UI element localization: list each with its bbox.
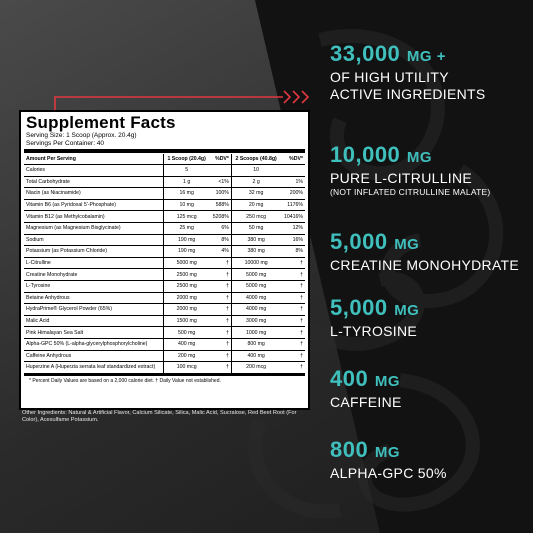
facts-table-body [24, 165, 305, 374]
amount-2-scoops: 200 mcg [231, 362, 280, 374]
table-row [24, 246, 305, 258]
amount-1-scoop: 200 mg [164, 350, 210, 362]
stat-amount-number: 800 [330, 437, 369, 462]
amount-2-scoops: 400 mg [231, 350, 280, 362]
amount-2-scoops: 1000 mg [231, 327, 280, 339]
nutrient-name: Malic Acid [24, 315, 164, 327]
nutrient-name: HydraPrime® Glycerol Powder (65%) [24, 304, 164, 316]
amount-2-scoops: 50 mg [231, 222, 280, 234]
stat-amount-unit: MG [374, 373, 401, 390]
stat-block [330, 143, 490, 197]
stat-description-secondary: (NOT INFLATED CITRULLINE MALATE) [330, 187, 491, 197]
daily-value-footnote: * Percent Daily Values are based on a 2,000 calorie diet. † Daily Value not established. [24, 374, 305, 384]
dv-2-scoops: 12% [280, 222, 305, 234]
dv-2-scoops: † [280, 315, 305, 327]
table-row [24, 315, 305, 327]
table-row [24, 292, 305, 304]
stat-amount-unit: MG + [406, 48, 447, 65]
nutrient-name: Pink Himalayan Sea Salt [24, 327, 164, 339]
stat-amount-unit: MG [394, 236, 420, 253]
dv-1-scoop: <1% [209, 176, 231, 188]
other-ingredients: Other Ingredients: Natural & Artificial Flavor, Calcium Silicate, Silica, Malic Acid, Sucralose, Red Beet Root (For Color), Acesulfame Potassium. [22, 410, 297, 423]
amount-2-scoops: 250 mcg [231, 211, 280, 223]
dv-1-scoop [209, 165, 231, 177]
dv-2-scoops: 10416% [280, 211, 305, 223]
amount-1-scoop: 400 mg [164, 338, 210, 350]
table-row [24, 199, 305, 211]
nutrient-name: Niacin (as Niacinamide) [24, 188, 164, 200]
dv-1-scoop: † [209, 304, 231, 316]
header-1-scoop: 1 Scoop (20.4g) [164, 154, 210, 165]
stat-block [330, 438, 447, 482]
dv-1-scoop: † [209, 338, 231, 350]
stat-amount [330, 230, 519, 257]
nutrient-name: Huperzine A (Huperzia serrata leaf standardized extract) [24, 362, 164, 374]
dv-2-scoops: † [280, 327, 305, 339]
nutrient-name: Vitamin B12 (as Methylcobalamin) [24, 211, 164, 223]
amount-1-scoop: 500 mg [164, 327, 210, 339]
dv-1-scoop: † [209, 315, 231, 327]
amount-1-scoop: 100 mcg [164, 362, 210, 374]
stat-amount-number: 10,000 [330, 142, 401, 167]
amount-2-scoops: 380 mg [231, 234, 280, 246]
amount-1-scoop: 125 mcg [164, 211, 210, 223]
nutrient-name: Betaine Anhydrous [24, 292, 164, 304]
amount-1-scoop: 190 mg [164, 246, 210, 258]
stat-amount [330, 367, 402, 394]
dv-2-scoops: † [280, 280, 305, 292]
dv-2-scoops: † [280, 269, 305, 281]
table-row [24, 176, 305, 188]
nutrient-name: Potassium (as Potassium Chloride) [24, 246, 164, 258]
stat-amount-number: 400 [330, 366, 369, 391]
amount-1-scoop: 190 mg [164, 234, 210, 246]
table-row [24, 165, 305, 177]
nutrient-name: Magnesium (as Magnesium Bisglycinate) [24, 222, 164, 234]
stat-description: PURE L-CITRULLINE [330, 170, 473, 186]
stat-description: OF HIGH UTILITY [330, 69, 449, 85]
table-row [24, 327, 305, 339]
stat-amount [330, 296, 419, 323]
amount-1-scoop: 2000 mg [164, 292, 210, 304]
amount-2-scoops: 5000 mg [231, 269, 280, 281]
amount-1-scoop: 16 mg [164, 188, 210, 200]
amount-2-scoops: 4000 mg [231, 292, 280, 304]
dv-1-scoop: 100% [209, 188, 231, 200]
amount-2-scoops: 380 mg [231, 246, 280, 258]
dv-1-scoop: † [209, 350, 231, 362]
dv-2-scoops: 8% [280, 246, 305, 258]
amount-1-scoop: 10 mg [164, 199, 210, 211]
amount-2-scoops: 3000 mg [231, 315, 280, 327]
amount-2-scoops: 32 mg [231, 188, 280, 200]
stat-block [330, 230, 519, 274]
table-row [24, 350, 305, 362]
header-dv-1: %DV* [209, 154, 231, 165]
table-row [24, 257, 305, 269]
dv-1-scoop: † [209, 327, 231, 339]
stat-description-secondary: ACTIVE INGREDIENTS [330, 86, 486, 102]
stat-amount-number: 5,000 [330, 229, 388, 254]
nutrient-name: Total Carbohydrate [24, 176, 164, 188]
dv-2-scoops: 1176% [280, 199, 305, 211]
amount-2-scoops: 10000 mg [231, 257, 280, 269]
nutrient-name: Creatine Monohydrate [24, 269, 164, 281]
dv-1-scoop: † [209, 362, 231, 374]
amount-2-scoops: 2 g [231, 176, 280, 188]
stat-description: L-TYROSINE [330, 323, 418, 339]
table-row [24, 304, 305, 316]
dv-1-scoop: † [209, 269, 231, 281]
dv-2-scoops: † [280, 257, 305, 269]
header-2-scoops: 2 Scoops (40.8g) [231, 154, 280, 165]
dv-1-scoop: 6% [209, 222, 231, 234]
stat-amount [330, 143, 490, 170]
amount-1-scoop: 2000 mg [164, 304, 210, 316]
table-row [24, 234, 305, 246]
amount-1-scoop: 25 mg [164, 222, 210, 234]
dv-2-scoops: † [280, 304, 305, 316]
stat-amount-unit: MG [406, 149, 433, 166]
amount-2-scoops: 5000 mg [231, 280, 280, 292]
dv-1-scoop: † [209, 292, 231, 304]
stat-amount-number: 5,000 [330, 295, 388, 320]
stat-amount [330, 438, 447, 465]
facts-table [24, 154, 305, 374]
supplement-facts-panel [19, 110, 310, 410]
nutrient-name: Sodium [24, 234, 164, 246]
dv-1-scoop: 588% [209, 199, 231, 211]
stat-amount-unit: MG [394, 302, 420, 319]
dv-2-scoops: 200% [280, 188, 305, 200]
supplement-facts-title: Supplement Facts [26, 113, 176, 132]
serving-size: Serving Size: 1 Scoop (Approx. 20.4g) [26, 132, 137, 139]
table-row [24, 188, 305, 200]
amount-2-scoops: 4000 mg [231, 304, 280, 316]
servings-per-container: Servings Per Container: 40 [26, 139, 105, 147]
dv-1-scoop: † [209, 257, 231, 269]
stat-amount-unit: MG [374, 444, 401, 461]
stat-amount-number: 33,000 [330, 41, 401, 66]
header-amount: Amount Per Serving [24, 154, 164, 165]
stat-description: CAFFEINE [330, 394, 402, 410]
amount-2-scoops: 20 mg [231, 199, 280, 211]
dv-2-scoops: † [280, 350, 305, 362]
stat-description: ALPHA-GPC 50% [330, 465, 447, 481]
amount-1-scoop: 5 [164, 165, 210, 177]
header-dv-2: %DV* [280, 154, 305, 165]
table-row [24, 222, 305, 234]
amount-1-scoop: 2500 mg [164, 269, 210, 281]
dv-2-scoops [280, 165, 305, 177]
amount-2-scoops: 800 mg [231, 338, 280, 350]
table-row [24, 338, 305, 350]
amount-2-scoops: 10 [231, 165, 280, 177]
table-row [24, 269, 305, 281]
amount-1-scoop: 5000 mg [164, 257, 210, 269]
stat-amount [330, 42, 486, 69]
nutrient-name: Caffeine Anhydrous [24, 350, 164, 362]
table-row [24, 211, 305, 223]
dv-1-scoop: 4% [209, 246, 231, 258]
table-row [24, 280, 305, 292]
dv-1-scoop: 5208% [209, 211, 231, 223]
dv-1-scoop: † [209, 280, 231, 292]
table-header-row [24, 154, 305, 165]
divider [24, 149, 305, 153]
stat-description: CREATINE MONOHYDRATE [330, 257, 520, 273]
nutrient-name: Calories [24, 165, 164, 177]
dv-2-scoops: † [280, 292, 305, 304]
nutrient-name: Vitamin B6 (as Pyridoxal 5'-Phosphate) [24, 199, 164, 211]
dv-2-scoops: † [280, 338, 305, 350]
table-row [24, 362, 305, 374]
dv-2-scoops: † [280, 362, 305, 374]
nutrient-name: Alpha-GPC 50% (L-alpha-glycerylphosphorylcholine) [24, 338, 164, 350]
dv-1-scoop: 8% [209, 234, 231, 246]
stat-block [330, 367, 402, 411]
dv-2-scoops: 16% [280, 234, 305, 246]
stat-block [330, 296, 419, 340]
amount-1-scoop: 1 g [164, 176, 210, 188]
nutrient-name: L-Tyrosine [24, 280, 164, 292]
dv-2-scoops: 1% [280, 176, 305, 188]
nutrient-name: L-Citrulline [24, 257, 164, 269]
stat-block [330, 42, 486, 103]
amount-1-scoop: 2500 mg [164, 280, 210, 292]
amount-1-scoop: 1500 mg [164, 315, 210, 327]
